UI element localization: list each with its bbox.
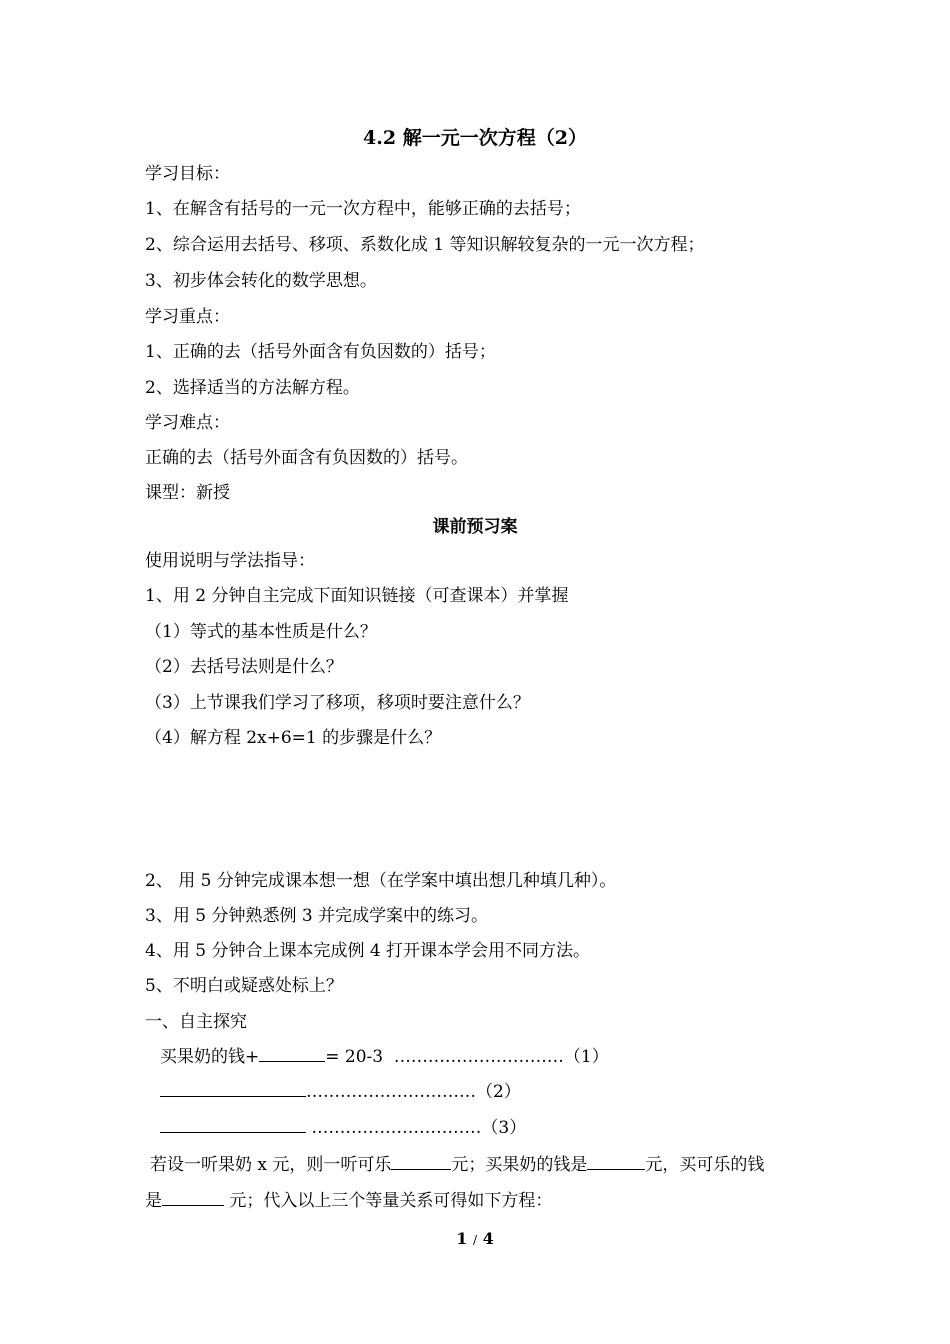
fill-blank[interactable]	[259, 1045, 325, 1062]
explore-paragraph-line-2	[145, 1189, 552, 1212]
preview-step: 5、不明白或疑惑处标上？	[145, 976, 343, 996]
objective-item: 2、综合运用去括号、移项、系数化成 1 等知识解较复杂的一元一次方程；	[145, 235, 705, 255]
objective-item: 3、初步体会转化的数学思想。	[145, 271, 377, 291]
paragraph-text: 若设一听果奶 x 元，则一听可乐	[150, 1155, 392, 1175]
paragraph-text: 元；代入以上三个等量关系可得如下方程：	[224, 1191, 553, 1211]
equation-label: （1）	[563, 1047, 609, 1067]
page-current: 1	[456, 1229, 468, 1248]
equation-1-suffix: = 20-3	[325, 1047, 384, 1067]
difficulty-item: 正确的去（括号外面含有负因数的）括号。	[145, 448, 468, 468]
leader-dots: …………………………	[311, 1118, 482, 1138]
equation-2	[160, 1080, 521, 1103]
page-title: 4.2 解一元一次方程（2）	[363, 127, 587, 149]
lesson-type: 课型：新授	[145, 483, 230, 503]
difficulties-heading: 学习难点：	[145, 413, 230, 433]
paragraph-text: 是	[145, 1191, 162, 1211]
page-total: 4	[482, 1229, 494, 1248]
explore-heading: 一、自主探究	[145, 1012, 247, 1032]
preview-step: 1、用 2 分钟自主完成下面知识链接（可查课本）并掌握	[145, 586, 569, 606]
equation-1-prefix: 买果奶的钱+	[160, 1047, 260, 1067]
fill-blank[interactable]	[587, 1153, 645, 1170]
objective-item: 1、在解含有括号的一元一次方程中，能够正确的去括号；	[145, 199, 581, 219]
preview-question: （2）去括号法则是什么？	[145, 657, 343, 677]
preview-step: 2、 用 5 分钟完成课本想一想（在学案中填出想几种填几种）。	[145, 871, 617, 891]
fill-blank[interactable]	[162, 1189, 224, 1206]
equation-1	[160, 1045, 609, 1068]
leader-dots: …………………………	[393, 1047, 564, 1067]
preview-guide: 使用说明与学法指导：	[145, 551, 315, 571]
page-number	[0, 1229, 950, 1250]
preview-step: 4、用 5 分钟合上课本完成例 4 打开课本学会用不同方法。	[145, 941, 591, 961]
leader-dots: …………………………	[306, 1082, 476, 1102]
page-separator: /	[472, 1233, 478, 1247]
key-point-item: 2、选择适当的方法解方程。	[145, 378, 360, 398]
preview-question: （4）解方程 2x+6=1 的步骤是什么？	[145, 728, 442, 748]
equation-label: （3）	[481, 1118, 527, 1138]
key-points-heading: 学习重点：	[145, 307, 230, 327]
objectives-heading: 学习目标：	[145, 164, 230, 184]
preview-heading: 课前预习案	[432, 517, 518, 537]
equation-label: （2）	[476, 1082, 521, 1102]
preview-step: 3、用 5 分钟熟悉例 3 并完成学案中的练习。	[145, 906, 489, 926]
paragraph-text: 元；买果奶的钱是	[451, 1155, 588, 1175]
preview-question: （1）等式的基本性质是什么？	[145, 622, 377, 642]
equation-3	[160, 1116, 526, 1139]
explore-paragraph-line-1	[150, 1153, 764, 1176]
fill-blank[interactable]	[160, 1080, 306, 1097]
key-point-item: 1、正确的去（括号外面含有负因数的）括号；	[145, 342, 496, 362]
fill-blank[interactable]	[391, 1153, 451, 1170]
paragraph-text: 元，买可乐的钱	[645, 1155, 765, 1175]
fill-blank[interactable]	[160, 1116, 306, 1133]
preview-question: （3）上节课我们学习了移项，移项时要注意什么？	[145, 693, 530, 713]
